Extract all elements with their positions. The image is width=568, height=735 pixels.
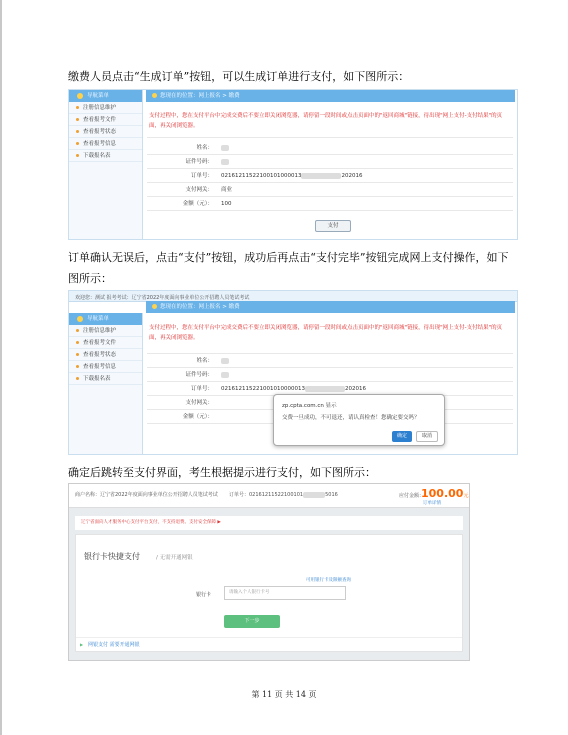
screenshot-order-confirm	[68, 89, 518, 240]
name-row: 姓名：	[147, 142, 513, 155]
payment-header	[69, 484, 469, 508]
redacted-order	[305, 386, 345, 392]
dialog-ok-button[interactable]: 确定	[392, 431, 412, 442]
paragraph-redirect: 确定后跳转至支付界面，考生根据提示进行支付，如下图所示：	[68, 466, 376, 479]
paragraph-pay-confirm: 订单确认无误后，点击“支付”按钮，成功后再点击“支付完毕”按钮完成网上支付操作，如下图所示：	[68, 251, 509, 285]
payment-warning: 辽宁省面向人才服务中心支付平台支付，不支持退费。支付安全保障 ▶	[75, 516, 463, 530]
amount-due: 100.00元	[421, 487, 469, 500]
amount-row: 金额（元）：	[147, 411, 513, 424]
redacted-name	[221, 145, 229, 151]
dialog-cancel-button[interactable]: 取消	[416, 431, 438, 442]
redacted-order	[301, 173, 341, 179]
name-row: 姓名：	[147, 355, 513, 368]
redacted-id	[221, 159, 229, 165]
gateway-row: 支付网关：	[147, 397, 513, 410]
nav-item-files[interactable]: 查看报考文件	[69, 337, 142, 349]
page-edge	[0, 0, 2, 735]
payment-notice: 支付过程中，您在支付平台中完成交费后不要立即关闭浏览器，请停留一段时间或点击页面中的"返回商城"链接，待出现"网上支付-支付结果"的页面，再关闭浏览器。	[147, 322, 513, 354]
breadcrumb: 您现在的位置：网上报名 > 缴费	[146, 90, 515, 102]
nav-title: 导航菜单	[69, 313, 142, 325]
screenshot-pay-dialog	[68, 290, 518, 455]
nav-sidebar	[69, 90, 143, 239]
dialog-message: 交费一旦成功，不可退还，请认真检查！您确定要交吗？	[282, 415, 420, 421]
nav-item-download[interactable]: 下载报名表	[69, 373, 142, 385]
menu-icon	[77, 316, 83, 322]
amount-row: 金额（元）： 100	[147, 198, 513, 211]
redacted-order	[303, 492, 325, 498]
redacted-name	[221, 358, 229, 364]
quick-pay-subtitle: / 无需开通网银	[156, 555, 193, 561]
menu-icon	[77, 93, 83, 99]
quick-pay-panel	[75, 534, 463, 652]
dialog-title: zp.cpta.com.cn 显示	[282, 403, 337, 409]
id-row: 证件号码：	[147, 156, 513, 169]
screenshot-payment-page	[68, 483, 470, 661]
nav-item-info[interactable]: 查看报考信息	[69, 361, 142, 373]
quick-pay-title: 银行卡快捷支付	[84, 552, 140, 561]
nav-item-status[interactable]: 查看报考状态	[69, 349, 142, 361]
order-row: 订单号： 021612115221001010000013 202016	[147, 383, 513, 396]
breadcrumb: 您现在的位置：网上报名 > 缴费	[146, 301, 515, 313]
amount-label: 应付金额：	[399, 493, 425, 499]
nav-item-status[interactable]: 查看报考状态	[69, 126, 142, 138]
gateway-row: 支付网关： 商业	[147, 184, 513, 197]
card-limit-link[interactable]: 可用银行卡及限额查询	[306, 578, 351, 583]
nav-item-register[interactable]: 注册信息维护	[69, 102, 142, 114]
pay-button[interactable]: 支付	[315, 220, 351, 232]
nav-item-info[interactable]: 查看报考信息	[69, 138, 142, 150]
confirm-dialog	[273, 394, 445, 446]
nav-title: 导航菜单	[69, 90, 142, 102]
id-row: 证件号码：	[147, 369, 513, 382]
order-number: 订单号：02161211522100101 5016	[229, 492, 338, 498]
card-number-input[interactable]: 请输入个人银行卡号	[224, 586, 346, 600]
order-detail-link[interactable]: 订单详情	[423, 501, 441, 506]
nav-item-files[interactable]: 查看报考文件	[69, 114, 142, 126]
online-banking-link[interactable]: ▶ 网银支付 需要开通网银	[76, 637, 462, 651]
paragraph-generate-order: 缴费人员点击“生成订单”按钮，可以生成订单进行支付，如下图所示：	[68, 70, 410, 83]
nav-sidebar	[69, 313, 143, 454]
redacted-id	[221, 372, 229, 378]
order-row: 订单号： 02161211522100101000013 202016	[147, 170, 513, 183]
page-footer: 第 11 页 共 14 页	[251, 690, 317, 699]
welcome-bar: 欢迎您：测试 报考考试：辽宁省2022年度面向事业单位公开招聘人员笔试考试	[69, 291, 517, 302]
nav-item-register[interactable]: 注册信息维护	[69, 325, 142, 337]
next-button[interactable]: 下一步	[224, 615, 280, 628]
nav-item-download[interactable]: 下载报名表	[69, 150, 142, 162]
card-label: 银行卡	[196, 592, 212, 598]
payment-notice: 支付过程中，您在支付平台中完成交费后不要立即关闭浏览器，请停留一段时间或点击页面中的"返回商城"链接，待出现"网上支付-支付结果"的页面，再关闭浏览器。	[147, 110, 513, 138]
merchant-name: 商户名称：辽宁省2022年度面向事业单位公开招聘人员笔试考试	[75, 492, 218, 498]
